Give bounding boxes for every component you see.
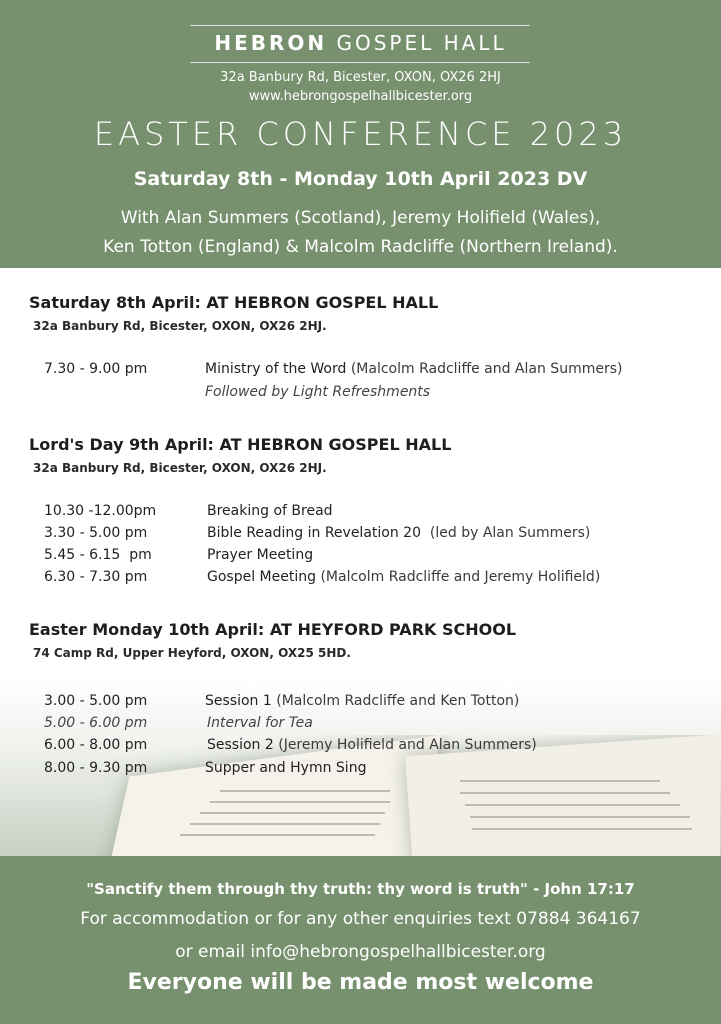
section-lords-day-address: 32a Banbury Rd, Bicester, OXON, OX26 2HJ.: [33, 461, 327, 475]
event-speakers: (Malcolm Radcliffe and Ken Totton): [271, 693, 520, 709]
top-divider: [190, 25, 530, 26]
schedule-time: 6.00 - 8.00 pm: [44, 737, 148, 753]
website-link[interactable]: www.hebrongospelhallbicester.org: [248, 89, 473, 104]
event-name: Gospel Meeting: [207, 569, 316, 585]
bible-left-page: [98, 735, 441, 856]
venue-name-bold: HEBRON: [214, 31, 328, 55]
schedule-event: Prayer Meeting: [207, 547, 314, 563]
bible-text-line: [460, 780, 660, 782]
event-speakers: (led by Alan Summers): [421, 525, 591, 541]
bible-text-line: [210, 801, 390, 803]
footer-banner: [0, 856, 721, 1024]
bible-text-line: [460, 792, 670, 794]
venue-name-light: GOSPEL HALL: [336, 31, 507, 55]
schedule-event: [207, 737, 537, 753]
email-text[interactable]: or email info@hebrongospelhallbicester.org: [175, 942, 546, 962]
bible-text-line: [470, 816, 690, 818]
bible-text-line: [190, 823, 380, 825]
schedule-event: [207, 569, 600, 585]
schedule-event: [205, 693, 519, 709]
bottom-divider: [190, 62, 530, 63]
section-saturday-title: Saturday 8th April: AT HEBRON GOSPEL HALL: [29, 293, 439, 312]
schedule-event: [207, 525, 590, 541]
section-saturday-address: 32a Banbury Rd, Bicester, OXON, OX26 2HJ.: [33, 319, 327, 333]
welcome-text: Everyone will be made most welcome: [127, 970, 594, 995]
schedule-event: Supper and Hymn Sing: [205, 760, 367, 776]
schedule-time: 3.00 - 5.00 pm: [44, 693, 148, 709]
event-speakers: (Malcolm Radcliffe and Jeremy Holifield): [316, 569, 601, 585]
speakers-line-1: With Alan Summers (Scotland), Jeremy Holifield (Wales),: [120, 208, 601, 228]
schedule-time: 5.45 - 6.15 pm: [44, 547, 152, 563]
bible-text-line: [465, 804, 680, 806]
conference-title: EASTER CONFERENCE 2023: [93, 115, 628, 153]
event-name: Bible Reading in Revelation 20: [207, 525, 421, 541]
speakers: [0, 204, 721, 262]
section-monday-title: Easter Monday 10th April: AT HEYFORD PARK SCHOOL: [29, 620, 517, 639]
bible-text-line: [472, 828, 692, 830]
schedule-time: 3.30 - 5.00 pm: [44, 525, 148, 541]
venue-name: [0, 31, 721, 55]
schedule-event: [205, 361, 622, 377]
open-bible-image: [60, 735, 720, 856]
event-name: Ministry of the Word: [205, 361, 347, 377]
event-speakers: (Malcolm Radcliffe and Alan Summers): [346, 361, 623, 377]
conference-dates: Saturday 8th - Monday 10th April 2023 DV: [133, 168, 588, 190]
section-monday-address: 74 Camp Rd, Upper Heyford, OXON, OX25 5HD.: [33, 646, 351, 660]
event-speakers: (Jeremy Holifield and Alan Summers): [273, 737, 537, 753]
bible-text-line: [180, 834, 375, 836]
schedule-time: 7.30 - 9.00 pm: [44, 361, 148, 377]
scripture-quote: "Sanctify them through thy truth: thy word is truth" - John 17:17: [86, 880, 635, 898]
schedule-time: 8.00 - 9.30 pm: [44, 760, 148, 776]
schedule-event-note: Followed by Light Refreshments: [205, 384, 431, 400]
schedule-time: 10.30 -12.00pm: [44, 503, 157, 519]
section-lords-day-title: Lord's Day 9th April: AT HEBRON GOSPEL HALL: [29, 435, 452, 454]
schedule-time: 5.00 - 6.00 pm: [44, 715, 148, 731]
event-name: Session 1: [205, 693, 272, 709]
speakers-line-2: Ken Totton (England) & Malcolm Radcliffe (Northern Ireland).: [103, 237, 618, 257]
schedule-time: 6.30 - 7.30 pm: [44, 569, 148, 585]
enquiries-text: For accommodation or for any other enquiries text 07884 364167: [80, 909, 641, 929]
venue-address: 32a Banbury Rd, Bicester, OXON, OX26 2HJ: [220, 70, 501, 85]
bible-right-page: [405, 735, 720, 856]
schedule-event: Interval for Tea: [207, 715, 313, 731]
bible-text-line: [200, 812, 385, 814]
bible-text-line: [220, 790, 390, 792]
event-name: Session 2: [207, 737, 274, 753]
schedule-event: Breaking of Bread: [207, 503, 333, 519]
header-banner: [0, 0, 721, 268]
